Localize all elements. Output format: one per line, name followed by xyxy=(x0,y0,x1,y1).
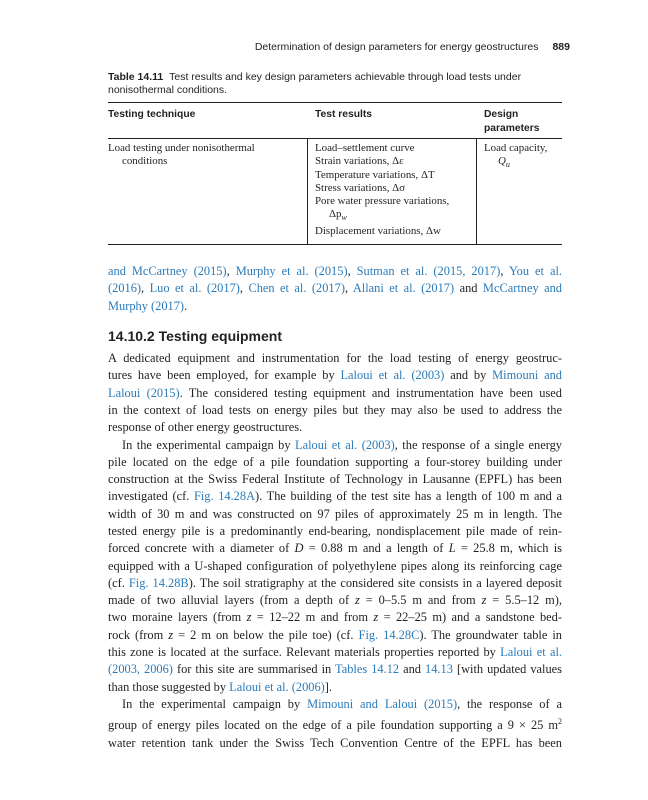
citation-link[interactable]: Mimouni and xyxy=(492,368,563,383)
citation-link[interactable]: Laloui et al. xyxy=(500,645,562,660)
text-line xyxy=(108,263,562,280)
text-line xyxy=(108,661,562,678)
superscript: 2 xyxy=(558,717,562,727)
text-run: and by xyxy=(444,368,493,383)
figure-link[interactable]: Fig. 14.28C xyxy=(358,627,420,642)
math-var: z xyxy=(354,593,360,608)
text-line: A dedicated equipment and instrumentation for the load testing of energy geostruc- xyxy=(108,351,562,365)
text-run: ). The groundwater table in xyxy=(419,627,562,642)
text-run: = 25.8 m, which is xyxy=(455,541,562,556)
text-run: investigated (cf. xyxy=(108,489,194,504)
text-run: ). The soil stratigraphy at the considered site consists in a layered deposit xyxy=(188,575,563,590)
citation-link[interactable]: Chen et al. (2017) xyxy=(248,281,345,296)
table-bottom-rule xyxy=(108,244,562,245)
text-run: , xyxy=(239,281,249,296)
text-run: for this site are summarised in xyxy=(172,662,336,677)
text-line xyxy=(108,627,562,644)
text-line xyxy=(108,280,562,297)
paragraph-1 xyxy=(108,350,562,436)
table-caption-label: Table 14.11 xyxy=(108,71,164,83)
text-run: = 5.5–12 m), xyxy=(486,593,562,608)
citation-link[interactable]: Murphy (2017) xyxy=(108,298,185,313)
table-header-parameters xyxy=(484,108,540,135)
math-var: D xyxy=(294,541,304,556)
result-item-delta-p: Δp xyxy=(329,208,342,221)
result-item: Load–settlement curve xyxy=(315,142,415,154)
table-caption-line1: Test results and key design parameters achievable through load tests under xyxy=(169,71,522,83)
text-line xyxy=(108,540,562,557)
text-run: two moraine layers (from xyxy=(108,610,247,625)
citation-link[interactable]: and McCartney (2015) xyxy=(108,264,227,278)
citation-link[interactable]: Luo et al. (2017) xyxy=(149,281,240,296)
table-cell-results xyxy=(315,142,449,238)
result-item xyxy=(315,208,347,223)
text-run: [with updated values xyxy=(452,662,563,677)
text-run: , xyxy=(347,264,357,278)
table-header-parameters-l1: Design xyxy=(484,109,519,120)
text-line xyxy=(108,679,562,696)
result-item-sub: w xyxy=(341,213,347,223)
text-line: response of other energy geostructures. xyxy=(108,420,303,435)
text-run: ). The building of the test site has a length of 100 m and a xyxy=(255,489,562,504)
text-line xyxy=(108,609,562,626)
math-var: z xyxy=(246,610,252,625)
section-heading: 14.10.2 Testing equipment xyxy=(108,328,283,344)
text-line xyxy=(108,644,562,661)
text-run: made of two alluvial layers (from a depth of xyxy=(108,593,355,608)
table-top-rule xyxy=(108,102,562,103)
text-line xyxy=(108,713,562,734)
paragraph-continued xyxy=(108,263,562,315)
param-line1: Load capacity, xyxy=(484,142,548,154)
text-run: In the experimental campaign by xyxy=(122,437,295,452)
table-header-rule xyxy=(108,138,562,139)
running-header xyxy=(108,41,570,53)
text-line xyxy=(108,385,562,402)
math-var: L xyxy=(448,541,456,556)
citation-link[interactable]: Allani et al. (2017) xyxy=(352,281,455,296)
text-run: , xyxy=(226,264,236,278)
table-link[interactable]: 14.13 xyxy=(425,662,453,677)
text-line xyxy=(108,592,562,609)
text-line xyxy=(108,367,562,384)
text-line xyxy=(108,298,562,315)
text-run: = 0–5.5 m and from xyxy=(359,593,482,608)
text-run: , the response of a xyxy=(457,697,562,711)
citation-link[interactable]: (2003, 2006) xyxy=(108,662,173,677)
text-run: this zone is located at the surface. Relevant materials properties reported by xyxy=(108,645,501,660)
text-run: . xyxy=(184,298,188,313)
result-item: Stress variations, Δσ xyxy=(315,181,406,194)
text-run: group of energy piles located on the edge of a pile foundation supporting a 9 × 25 m xyxy=(108,718,558,733)
text-run: than those suggested by xyxy=(108,679,230,694)
text-run: forced concrete with a diameter of xyxy=(108,541,295,556)
text-line: width of 30 m and was constructed on 97 piles of approximately 25 m in length. The xyxy=(108,506,562,521)
result-item: Displacement variations, Δw xyxy=(315,224,441,237)
citation-link[interactable]: Murphy et al. (2015) xyxy=(235,264,348,278)
text-run: . The considered testing equipment and instrumentation have been used xyxy=(179,385,562,400)
text-line xyxy=(108,437,562,454)
text-line xyxy=(108,488,562,505)
math-var: z xyxy=(481,593,487,608)
text-run: = 0.88 m and a length of xyxy=(303,541,449,556)
result-item: Strain variations, Δε xyxy=(315,155,404,168)
text-run: = 22–25 m) and a sandstone bed- xyxy=(378,610,562,625)
citation-link[interactable]: Laloui et al. (2003) xyxy=(295,437,395,452)
text-line: construction at the Swiss Federal Institute of Technology in Lausanne (EPFL) has been xyxy=(108,472,562,487)
table-caption xyxy=(108,71,563,97)
citation-link[interactable]: Laloui et al. (2006) xyxy=(229,679,325,694)
citation-link[interactable]: Laloui et al. (2003) xyxy=(340,368,445,383)
citation-link[interactable]: McCartney and xyxy=(482,281,562,296)
table-col-divider-1 xyxy=(307,139,308,244)
text-run: rock (from xyxy=(108,627,169,642)
text-run: and xyxy=(399,662,426,677)
text-line: tested energy pile is a predominantly end-bearing, nondisplacement pile made of rein- xyxy=(108,523,562,538)
text-line xyxy=(108,696,562,713)
table-cell-technique xyxy=(108,142,255,169)
param-q-sub: u xyxy=(505,160,510,170)
table-caption-line2: nonisothermal conditions. xyxy=(108,84,228,96)
math-var: z xyxy=(168,627,174,642)
text-line: pile located on the edge of a pile foundation supporting a four-storey building under xyxy=(108,454,562,469)
table-cell-parameters xyxy=(484,142,547,172)
text-line: water retention tank under the Swiss Tech Convention Centre of the EPFL has been xyxy=(108,735,562,750)
result-item: Temperature variations, ΔT xyxy=(315,168,435,181)
figure-link[interactable]: Fig. 14.28B xyxy=(128,575,189,590)
citation-link[interactable]: (2016) xyxy=(108,281,142,296)
citation-link[interactable]: You et al. xyxy=(508,264,562,278)
technique-line1: Load testing under nonisothermal xyxy=(108,142,255,154)
running-title: Determination of design parameters for energy geostructures xyxy=(254,41,539,53)
text-run: (cf. xyxy=(108,575,129,590)
param-line2 xyxy=(484,155,510,170)
table-header-parameters-l2: parameters xyxy=(484,122,540,134)
text-run: ]. xyxy=(324,679,333,694)
text-run: , xyxy=(500,264,509,278)
text-run: tures have been employed, for example by xyxy=(108,368,341,383)
technique-line2: conditions xyxy=(122,155,168,168)
citation-link[interactable]: Sutman et al. (2015, 2017) xyxy=(356,264,501,278)
math-var: z xyxy=(373,610,379,625)
citation-link[interactable]: Mimouni and Laloui (2015) xyxy=(307,697,458,711)
text-run: , the response of a single energy xyxy=(394,437,563,452)
result-item: Pore water pressure variations, xyxy=(315,195,450,208)
table-link[interactable]: Tables 14.12 xyxy=(335,662,400,677)
text-line: equipped with a U-shaped configuration of polyethylene pipes along its reinforcing cage xyxy=(108,558,562,573)
text-run: , xyxy=(141,281,150,296)
text-line: in the context of load tests on energy piles but they may also be used to address the xyxy=(108,402,562,417)
table-header-technique: Testing technique xyxy=(108,109,196,120)
citation-link[interactable]: Laloui (2015) xyxy=(108,385,180,400)
table-col-divider-2 xyxy=(476,139,477,244)
paragraph-2 xyxy=(108,437,562,696)
text-run: , xyxy=(344,281,353,296)
figure-link[interactable]: Fig. 14.28A xyxy=(193,489,256,504)
text-run: and xyxy=(454,281,483,296)
text-run: In the experimental campaign by xyxy=(122,697,308,711)
param-q: Q xyxy=(498,155,506,168)
paragraph-3 xyxy=(108,696,562,752)
table-header-results: Test results xyxy=(315,109,373,120)
text-run: = 12–22 m and from xyxy=(251,610,374,625)
text-run: = 2 m on below the pile toe) (cf. xyxy=(173,627,359,642)
text-line xyxy=(108,575,562,592)
page-number: 889 xyxy=(552,41,570,53)
